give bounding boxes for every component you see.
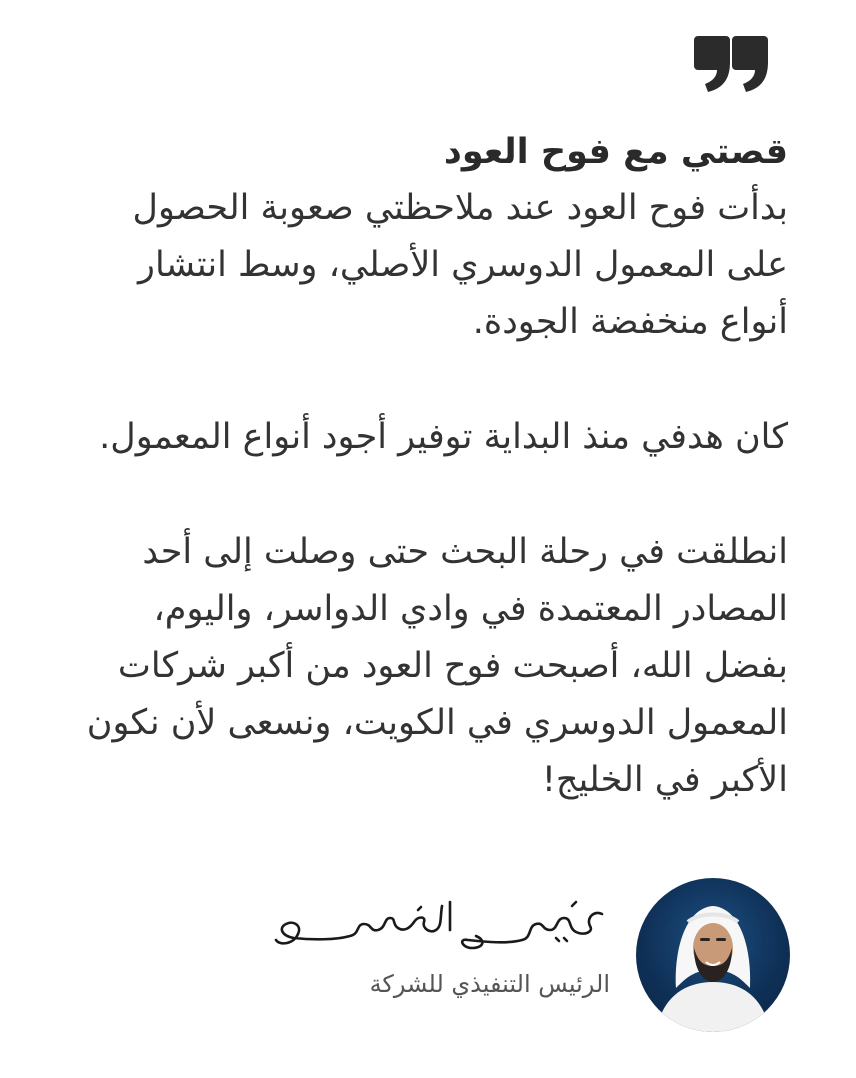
story-paragraph-goal: كان هدفي منذ البداية توفير أجود أنواع المعمول.	[99, 417, 788, 457]
story-paragraph-origin: بدأت فوح العود عند ملاحظتي صعوبة الحصول على المعمول الدوسري الأصلي، وسط انتشار أنواع منخفضة الجودة.	[132, 188, 788, 342]
author-block	[270, 876, 790, 1036]
avatar-photo-icon	[636, 878, 790, 1032]
story-section	[72, 124, 788, 809]
story-title: قصتي مع فوح العود	[443, 132, 788, 172]
quote-icon	[694, 36, 768, 92]
author-role: الرئيس التنفيذي للشركة	[369, 970, 610, 998]
avatar	[636, 878, 790, 1032]
story-paragraph-journey: انطلقت في رحلة البحث حتى وصلت إلى أحد المصادر المعتمدة في وادي الدواسر، واليوم، بفضل الله، أصبحت فوح العود من أكبر شركات المعمول الدوسري في الكويت، ونسعى لأن نكون الأكبر في الخليج!	[86, 532, 788, 800]
signature	[272, 896, 612, 976]
